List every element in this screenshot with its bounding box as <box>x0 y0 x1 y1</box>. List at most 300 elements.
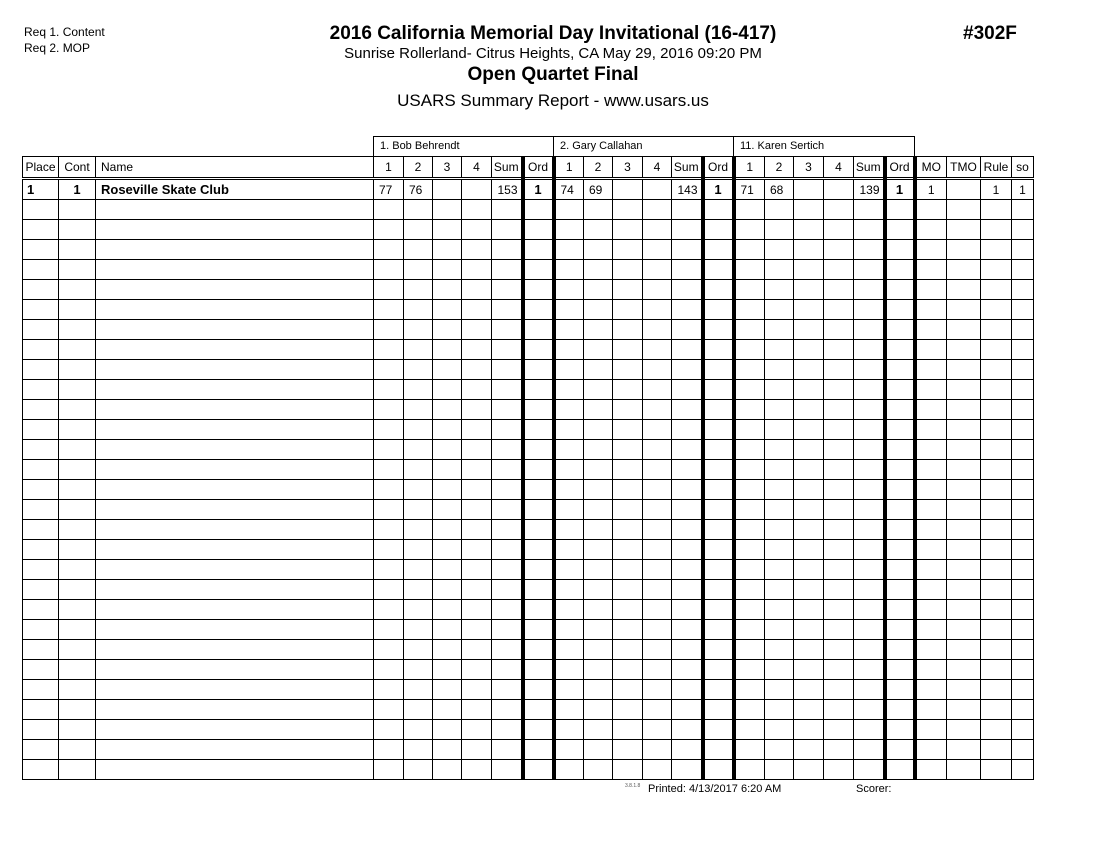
empty-cell <box>1012 380 1034 400</box>
empty-cell <box>672 220 703 240</box>
so-cell: 1 <box>1012 179 1034 200</box>
empty-cell <box>854 600 885 620</box>
empty-cell <box>915 440 947 460</box>
empty-cell <box>554 580 584 600</box>
empty-cell <box>734 300 765 320</box>
empty-cell <box>643 500 672 520</box>
empty-cell <box>885 360 915 380</box>
j1-score-3 <box>433 179 462 200</box>
empty-cell <box>794 220 824 240</box>
empty-cell <box>96 440 374 460</box>
empty-cell <box>854 440 885 460</box>
empty-cell <box>492 200 523 220</box>
empty-cell <box>59 480 96 500</box>
empty-cell <box>1012 480 1034 500</box>
j1-ord: 1 <box>523 179 554 200</box>
j2-col-2: 2 <box>584 157 613 179</box>
empty-cell <box>433 640 462 660</box>
empty-cell <box>96 300 374 320</box>
empty-cell <box>794 660 824 680</box>
empty-cell <box>23 380 59 400</box>
col-name: Name <box>96 157 374 179</box>
empty-cell <box>523 680 554 700</box>
empty-cell <box>433 220 462 240</box>
empty-cell <box>765 720 794 740</box>
j3-score-1: 71 <box>734 179 765 200</box>
empty-cell <box>523 600 554 620</box>
empty-cell <box>433 560 462 580</box>
empty-cell <box>981 340 1012 360</box>
empty-cell <box>23 360 59 380</box>
empty-cell <box>23 300 59 320</box>
empty-cell <box>947 340 981 360</box>
empty-cell <box>584 600 613 620</box>
empty-cell <box>433 460 462 480</box>
empty-cell <box>404 280 433 300</box>
empty-cell <box>523 700 554 720</box>
empty-cell <box>672 200 703 220</box>
table-row <box>23 520 1034 540</box>
empty-cell <box>734 540 765 560</box>
empty-cell <box>433 200 462 220</box>
empty-cell <box>404 580 433 600</box>
empty-cell <box>554 640 584 660</box>
empty-cell <box>96 280 374 300</box>
empty-cell <box>404 360 433 380</box>
empty-cell <box>433 340 462 360</box>
empty-cell <box>96 260 374 280</box>
empty-cell <box>492 560 523 580</box>
empty-cell <box>643 440 672 460</box>
empty-cell <box>59 260 96 280</box>
empty-cell <box>794 520 824 540</box>
empty-cell <box>554 680 584 700</box>
empty-cell <box>643 740 672 760</box>
j1-col-4: 4 <box>462 157 492 179</box>
empty-cell <box>672 340 703 360</box>
empty-cell <box>23 320 59 340</box>
empty-cell <box>794 200 824 220</box>
empty-cell <box>613 580 643 600</box>
empty-cell <box>734 200 765 220</box>
empty-cell <box>765 620 794 640</box>
empty-cell <box>765 740 794 760</box>
empty-cell <box>492 440 523 460</box>
empty-cell <box>947 760 981 780</box>
empty-cell <box>703 600 734 620</box>
empty-cell <box>947 520 981 540</box>
empty-cell <box>1012 260 1034 280</box>
empty-cell <box>554 260 584 280</box>
empty-cell <box>643 240 672 260</box>
empty-cell <box>672 680 703 700</box>
empty-cell <box>433 420 462 440</box>
empty-cell <box>854 500 885 520</box>
empty-cell <box>433 620 462 640</box>
column-header-row <box>23 157 1034 179</box>
empty-cell <box>492 340 523 360</box>
empty-cell <box>885 220 915 240</box>
empty-cell <box>374 500 404 520</box>
empty-cell <box>584 680 613 700</box>
empty-cell <box>643 600 672 620</box>
empty-cell <box>947 400 981 420</box>
empty-cell <box>765 480 794 500</box>
empty-cell <box>404 680 433 700</box>
empty-cell <box>554 620 584 640</box>
empty-cell <box>523 560 554 580</box>
j3-ord: 1 <box>885 179 915 200</box>
empty-cell <box>492 460 523 480</box>
empty-cell <box>765 520 794 540</box>
empty-cell <box>824 500 854 520</box>
empty-cell <box>915 260 947 280</box>
empty-cell <box>96 640 374 660</box>
empty-cell <box>96 240 374 260</box>
empty-cell <box>462 440 492 460</box>
empty-cell <box>643 720 672 740</box>
empty-cell <box>584 740 613 760</box>
j3-col-2: 2 <box>765 157 794 179</box>
empty-cell <box>1012 500 1034 520</box>
empty-cell <box>915 720 947 740</box>
empty-cell <box>947 620 981 640</box>
empty-cell <box>765 240 794 260</box>
empty-cell <box>643 640 672 660</box>
j1-col-1: 1 <box>374 157 404 179</box>
empty-cell <box>613 380 643 400</box>
empty-cell <box>523 720 554 740</box>
table-row <box>23 540 1034 560</box>
empty-cell <box>374 540 404 560</box>
empty-cell <box>374 480 404 500</box>
empty-cell <box>23 260 59 280</box>
empty-cell <box>613 520 643 540</box>
empty-cell <box>23 720 59 740</box>
empty-cell <box>492 220 523 240</box>
empty-cell <box>672 620 703 640</box>
empty-cell <box>854 540 885 560</box>
empty-cell <box>643 320 672 340</box>
empty-cell <box>794 640 824 660</box>
empty-cell <box>59 600 96 620</box>
empty-cell <box>554 340 584 360</box>
empty-cell <box>885 420 915 440</box>
empty-cell <box>824 760 854 780</box>
empty-cell <box>462 260 492 280</box>
empty-cell <box>433 400 462 420</box>
j3-score-3 <box>794 179 824 200</box>
empty-cell <box>433 600 462 620</box>
empty-cell <box>523 420 554 440</box>
empty-cell <box>947 560 981 580</box>
empty-cell <box>854 360 885 380</box>
table-row <box>23 600 1034 620</box>
empty-cell <box>734 660 765 680</box>
empty-cell <box>854 320 885 340</box>
table-row <box>23 720 1034 740</box>
empty-cell <box>643 380 672 400</box>
empty-cell <box>885 680 915 700</box>
empty-cell <box>23 560 59 580</box>
empty-cell <box>462 760 492 780</box>
empty-cell <box>59 760 96 780</box>
empty-cell <box>824 700 854 720</box>
empty-cell <box>613 640 643 660</box>
empty-cell <box>554 320 584 340</box>
j2-ord: 1 <box>703 179 734 200</box>
j2-score-4 <box>643 179 672 200</box>
empty-cell <box>584 660 613 680</box>
empty-cell <box>765 220 794 240</box>
empty-cell <box>765 360 794 380</box>
empty-cell <box>672 760 703 780</box>
empty-cell <box>613 460 643 480</box>
empty-cell <box>703 700 734 720</box>
empty-cell <box>1012 280 1034 300</box>
table-row <box>23 680 1034 700</box>
empty-cell <box>703 480 734 500</box>
empty-cell <box>981 360 1012 380</box>
empty-cell <box>462 660 492 680</box>
empty-cell <box>981 560 1012 580</box>
empty-cell <box>915 400 947 420</box>
empty-cell <box>584 300 613 320</box>
j1-col-ord: Ord <box>523 157 554 179</box>
empty-cell <box>433 680 462 700</box>
empty-cell <box>643 700 672 720</box>
empty-cell <box>404 320 433 340</box>
empty-cell <box>947 320 981 340</box>
empty-cell <box>59 580 96 600</box>
empty-cell <box>492 480 523 500</box>
empty-cell <box>981 260 1012 280</box>
empty-cell <box>523 500 554 520</box>
event-number: #302F <box>963 23 1017 44</box>
empty-cell <box>765 420 794 440</box>
empty-cell <box>885 200 915 220</box>
empty-cell <box>554 420 584 440</box>
empty-cell <box>96 520 374 540</box>
empty-cell <box>885 720 915 740</box>
empty-cell <box>703 460 734 480</box>
table-row <box>23 420 1034 440</box>
empty-cell <box>374 280 404 300</box>
empty-cell <box>492 760 523 780</box>
empty-cell <box>96 360 374 380</box>
empty-cell <box>915 600 947 620</box>
empty-cell <box>1012 300 1034 320</box>
empty-cell <box>523 440 554 460</box>
empty-cell <box>672 280 703 300</box>
mo-cell: 1 <box>915 179 947 200</box>
empty-cell <box>854 460 885 480</box>
empty-cell <box>59 440 96 460</box>
empty-cell <box>462 320 492 340</box>
empty-cell <box>96 220 374 240</box>
empty-cell <box>981 720 1012 740</box>
empty-cell <box>703 200 734 220</box>
empty-cell <box>885 320 915 340</box>
empty-cell <box>854 340 885 360</box>
empty-cell <box>794 700 824 720</box>
empty-cell <box>23 460 59 480</box>
empty-cell <box>584 700 613 720</box>
empty-cell <box>765 700 794 720</box>
empty-cell <box>613 500 643 520</box>
empty-cell <box>885 520 915 540</box>
empty-cell <box>915 280 947 300</box>
empty-cell <box>854 280 885 300</box>
empty-cell <box>981 460 1012 480</box>
j3-col-sum: Sum <box>854 157 885 179</box>
empty-cell <box>885 500 915 520</box>
table-row <box>23 700 1034 720</box>
empty-cell <box>734 400 765 420</box>
empty-cell <box>885 340 915 360</box>
j3-col-3: 3 <box>794 157 824 179</box>
empty-cell <box>462 540 492 560</box>
table-row <box>23 560 1034 580</box>
empty-cell <box>613 420 643 440</box>
j2-sum: 143 <box>672 179 703 200</box>
empty-cell <box>734 340 765 360</box>
empty-cell <box>96 680 374 700</box>
report-name: USARS Summary Report - www.usars.us <box>397 91 709 110</box>
empty-cell <box>554 460 584 480</box>
empty-cell <box>915 680 947 700</box>
empty-cell <box>765 340 794 360</box>
empty-cell <box>433 280 462 300</box>
empty-cell <box>374 520 404 540</box>
empty-cell <box>23 620 59 640</box>
empty-cell <box>947 480 981 500</box>
empty-cell <box>703 760 734 780</box>
table-row <box>23 340 1034 360</box>
empty-cell <box>703 420 734 440</box>
empty-cell <box>885 580 915 600</box>
empty-cell <box>885 400 915 420</box>
empty-cell <box>703 680 734 700</box>
empty-cell <box>374 620 404 640</box>
empty-cell <box>854 560 885 580</box>
empty-cell <box>734 760 765 780</box>
empty-cell <box>915 540 947 560</box>
empty-cell <box>374 580 404 600</box>
empty-cell <box>915 740 947 760</box>
empty-cell <box>374 220 404 240</box>
empty-cell <box>59 280 96 300</box>
empty-cell <box>462 700 492 720</box>
empty-cell <box>915 480 947 500</box>
empty-cell <box>703 660 734 680</box>
empty-cell <box>492 580 523 600</box>
empty-cell <box>1012 620 1034 640</box>
empty-cell <box>554 360 584 380</box>
empty-cell <box>584 360 613 380</box>
empty-cell <box>462 340 492 360</box>
empty-cell <box>96 480 374 500</box>
empty-cell <box>672 440 703 460</box>
empty-cell <box>672 480 703 500</box>
table-row <box>23 640 1034 660</box>
empty-cell <box>824 260 854 280</box>
empty-cell <box>613 240 643 260</box>
empty-cell <box>492 380 523 400</box>
empty-cell <box>981 540 1012 560</box>
empty-cell <box>854 620 885 640</box>
empty-cell <box>523 760 554 780</box>
empty-cell <box>404 440 433 460</box>
empty-cell <box>374 260 404 280</box>
empty-cell <box>854 420 885 440</box>
empty-cell <box>492 300 523 320</box>
empty-cell <box>765 200 794 220</box>
empty-cell <box>59 400 96 420</box>
col-rule: Rule <box>981 157 1012 179</box>
empty-cell <box>981 660 1012 680</box>
empty-cell <box>404 640 433 660</box>
empty-cell <box>643 340 672 360</box>
empty-cell <box>554 600 584 620</box>
empty-cell <box>643 300 672 320</box>
empty-cell <box>765 440 794 460</box>
empty-cell <box>96 760 374 780</box>
empty-cell <box>824 520 854 540</box>
empty-cell <box>734 500 765 520</box>
empty-cell <box>824 560 854 580</box>
table-row <box>23 240 1034 260</box>
empty-cell <box>824 320 854 340</box>
empty-cell <box>523 360 554 380</box>
empty-cell <box>433 380 462 400</box>
empty-cell <box>523 380 554 400</box>
empty-cell <box>23 240 59 260</box>
empty-cell <box>981 600 1012 620</box>
empty-cell <box>1012 700 1034 720</box>
empty-cell <box>824 240 854 260</box>
empty-cell <box>462 600 492 620</box>
empty-cell <box>794 360 824 380</box>
table-row <box>23 760 1034 780</box>
empty-cell <box>981 680 1012 700</box>
empty-cell <box>584 240 613 260</box>
j2-col-3: 3 <box>613 157 643 179</box>
empty-cell <box>613 680 643 700</box>
requirement-1: Req 1. Content <box>24 25 105 39</box>
empty-cell <box>981 760 1012 780</box>
empty-cell <box>462 460 492 480</box>
empty-cell <box>885 480 915 500</box>
empty-cell <box>433 320 462 340</box>
empty-cell <box>824 200 854 220</box>
empty-cell <box>703 340 734 360</box>
empty-cell <box>492 720 523 740</box>
empty-cell <box>947 460 981 480</box>
empty-cell <box>643 760 672 780</box>
empty-cell <box>404 560 433 580</box>
j2-col-4: 4 <box>643 157 672 179</box>
empty-cell <box>824 340 854 360</box>
table-row <box>23 400 1034 420</box>
empty-cell <box>462 380 492 400</box>
empty-cell <box>96 540 374 560</box>
empty-cell <box>765 320 794 340</box>
empty-cell <box>703 520 734 540</box>
empty-cell <box>374 600 404 620</box>
empty-cell <box>584 500 613 520</box>
table-row <box>23 220 1034 240</box>
